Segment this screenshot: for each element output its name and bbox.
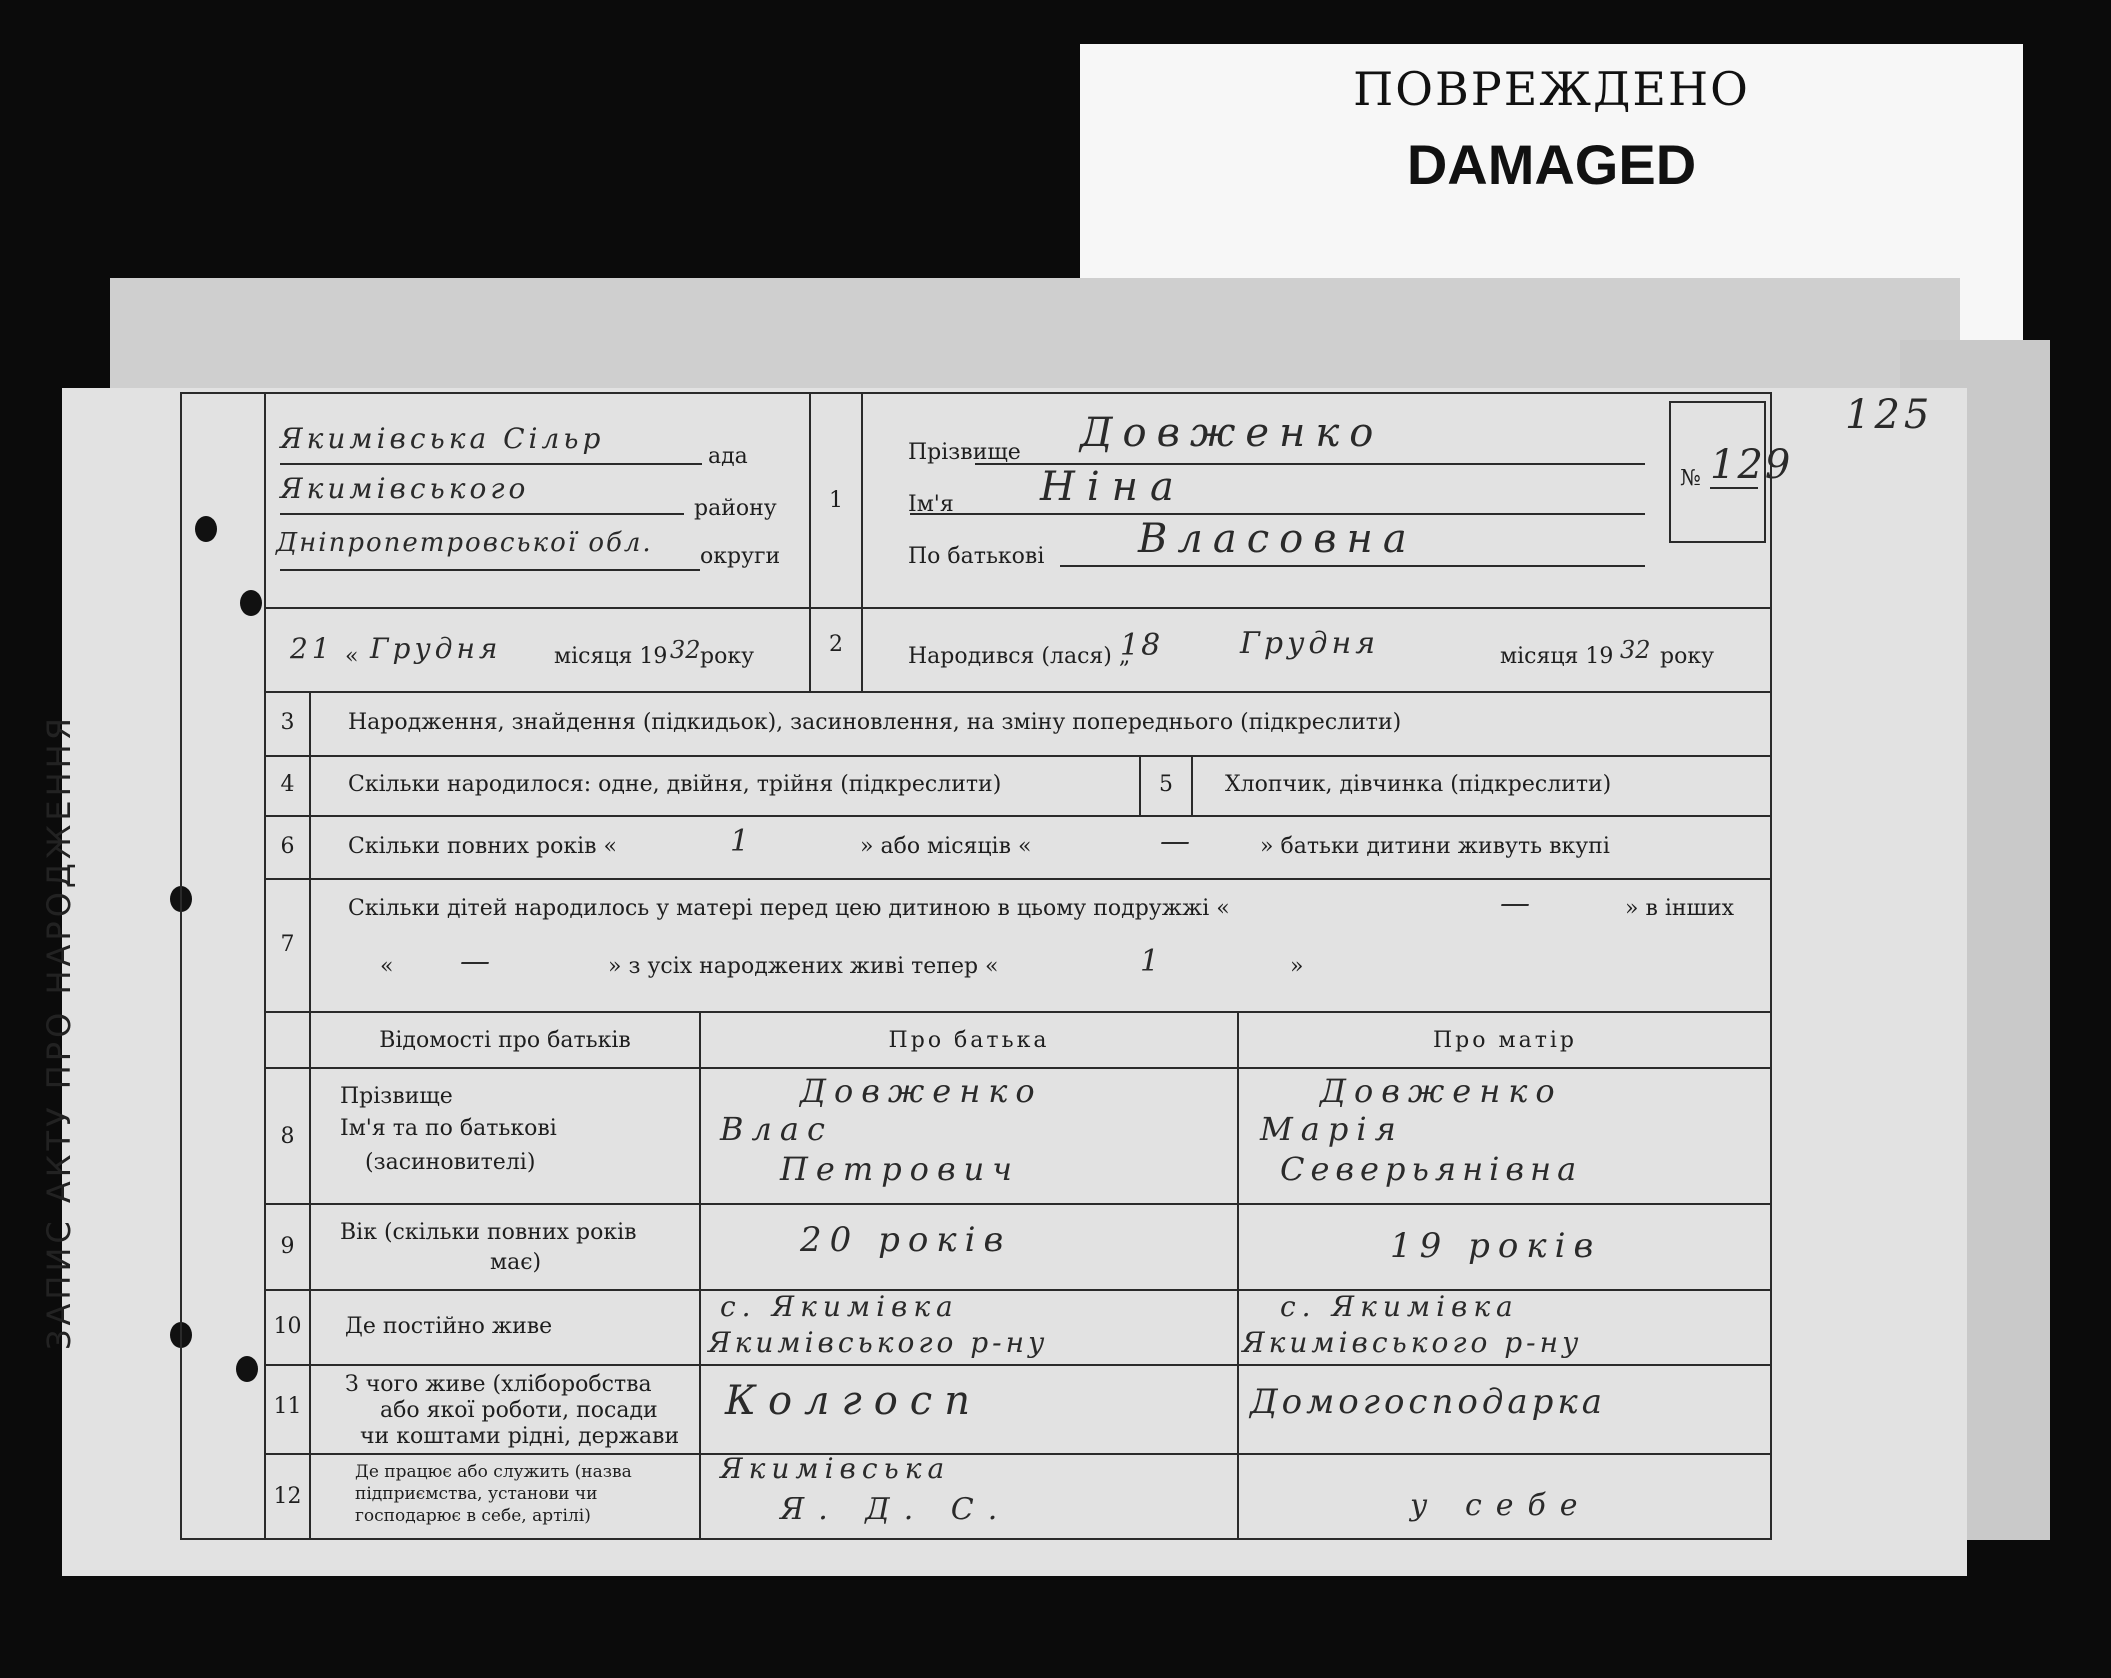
row-number-1: 1 bbox=[829, 488, 843, 513]
father-occupation: Колгосп bbox=[725, 1378, 982, 1424]
mother-age: 19 років bbox=[1390, 1226, 1602, 1266]
row-7-text-d: » з усіх народжених живі тепер « bbox=[608, 954, 999, 979]
row-number-2: 2 bbox=[829, 632, 843, 657]
row-12-label-line: Де працює або служить (назва bbox=[355, 1462, 632, 1482]
father-workplace: Якимівська bbox=[720, 1452, 951, 1485]
row-number-5: 5 bbox=[1159, 772, 1173, 797]
record-day: 21 bbox=[290, 632, 334, 665]
raion-value: Якимівського bbox=[280, 472, 530, 505]
father-surname: Довженко bbox=[800, 1072, 1043, 1110]
birth-record-form bbox=[180, 392, 1793, 1540]
row-number-3: 3 bbox=[280, 710, 295, 735]
born-day: 18 bbox=[1120, 628, 1163, 663]
row-7-value-a: — bbox=[1500, 886, 1534, 921]
born-month-label: місяця 19 bbox=[1500, 644, 1614, 669]
row-11-label-line: або якої роботи, посади bbox=[380, 1398, 658, 1423]
row-6-text-b: » або місяців « bbox=[860, 834, 1032, 859]
row-number-10: 10 bbox=[273, 1314, 302, 1339]
parents-info-header: Відомості про батьків bbox=[379, 1028, 631, 1053]
row-12-label-line: підприємства, установи чи bbox=[355, 1484, 598, 1504]
corner-number: 125 bbox=[1845, 392, 1934, 438]
born-year: 32 bbox=[1620, 636, 1651, 664]
row-7-value-c: 1 bbox=[1140, 944, 1164, 979]
row-number-6: 6 bbox=[280, 834, 295, 859]
mother-patronymic: Северьянівна bbox=[1280, 1150, 1583, 1188]
name-label: Ім'я bbox=[908, 492, 954, 517]
row-11-label-line: З чого живе (хліборобства bbox=[345, 1372, 652, 1397]
row-number-8: 8 bbox=[280, 1124, 295, 1149]
row-number-4: 4 bbox=[280, 772, 295, 797]
rada-label: ада bbox=[708, 444, 748, 469]
record-month-label: місяця 19 bbox=[554, 644, 668, 669]
record-month: Грудня bbox=[370, 632, 502, 665]
child-patronymic: Власовна bbox=[1138, 516, 1417, 562]
mother-occupation: Домогосподарка bbox=[1250, 1382, 1606, 1422]
mother-residence: с. Якимівка bbox=[1280, 1290, 1519, 1323]
row-6-text-c: » батьки дитини живуть вкупі bbox=[1260, 834, 1610, 859]
father-residence: с. Якимівка bbox=[720, 1290, 959, 1323]
number-label: № bbox=[1680, 466, 1701, 491]
father-header: Про батька bbox=[888, 1028, 1050, 1053]
stamp-english: DAMAGED bbox=[1406, 133, 1697, 196]
row-number-7: 7 bbox=[280, 932, 295, 957]
mother-workplace: у себе bbox=[1410, 1488, 1592, 1523]
father-name: Влас bbox=[720, 1110, 833, 1148]
row-7-text-e: » bbox=[1290, 954, 1304, 979]
okruha-value: Дніпропетровської обл. bbox=[276, 528, 653, 558]
father-age: 20 років bbox=[800, 1220, 1012, 1260]
date-quote: « bbox=[345, 644, 359, 669]
mother-name: Марія bbox=[1260, 1110, 1404, 1148]
surname-label: Прізвище bbox=[908, 440, 1021, 465]
mother-header: Про матір bbox=[1432, 1028, 1578, 1053]
row-7-text-a: Скільки дітей народилось у матері перед цею дитиною в цьому подружжі « bbox=[348, 896, 1230, 921]
rada-value: Якимівська Сільр bbox=[280, 422, 605, 455]
row-3-text: Народження, знайдення (підкидьок), засиновлення, на зміну попереднього (підкреслити) bbox=[348, 710, 1402, 735]
row-number-9: 9 bbox=[280, 1234, 295, 1259]
row-5-text: Хлопчик, дівчинка (підкреслити) bbox=[1225, 772, 1612, 797]
record-number: 129 bbox=[1710, 442, 1793, 488]
stamp-ukrainian: ПОВРЕЖДЕНО bbox=[1353, 62, 1750, 116]
father-workplace: Я. Д. С. bbox=[780, 1492, 1012, 1527]
row-8-label-line: Ім'я та по батькові bbox=[340, 1116, 557, 1141]
row-6-years: 1 bbox=[730, 824, 754, 859]
row-10-label-line: Де постійно живе bbox=[345, 1314, 553, 1339]
row-7-text-b: » в інших bbox=[1625, 896, 1735, 921]
record-title: ЗАПИС АКТУ ПРО НАРОДЖЕННЯ bbox=[40, 714, 78, 1350]
row-4-text: Скільки народилося: одне, двійня, трійня (підкреслити) bbox=[348, 772, 1002, 797]
father-residence: Якимівського р-ну bbox=[708, 1326, 1049, 1359]
row-9-label-line: має) bbox=[490, 1250, 542, 1275]
row-number-11: 11 bbox=[273, 1394, 302, 1419]
row-6-text-a: Скільки повних років « bbox=[348, 834, 617, 859]
father-patronymic: Петрович bbox=[780, 1150, 1021, 1188]
row-9-label-line: Вік (скільки повних років bbox=[340, 1220, 637, 1245]
row-8-label-line: (засиновителі) bbox=[365, 1150, 536, 1175]
child-surname: Довженко bbox=[1080, 410, 1384, 456]
born-month: Грудня bbox=[1240, 626, 1380, 661]
row-6-months: — bbox=[1160, 824, 1194, 859]
row-7-text-c: « bbox=[380, 954, 394, 979]
patronymic-label: По батькові bbox=[908, 544, 1045, 569]
okruha-label: округи bbox=[700, 544, 781, 569]
row-11-label-line: чи коштами рідні, держави bbox=[360, 1424, 680, 1449]
row-8-label-line: Прізвище bbox=[340, 1084, 453, 1109]
mother-surname: Довженко bbox=[1320, 1072, 1563, 1110]
record-year: 32 bbox=[670, 636, 701, 664]
row-number-12: 12 bbox=[273, 1484, 302, 1509]
row-12-label-line: господарює в себе, артілі) bbox=[355, 1506, 591, 1526]
born-label: Народився (лася) „ bbox=[908, 644, 1131, 669]
mother-residence: Якимівського р-ну bbox=[1242, 1326, 1583, 1359]
record-year-label: року bbox=[700, 644, 755, 669]
child-name: Ніна bbox=[1040, 464, 1186, 510]
born-year-label: року bbox=[1660, 644, 1715, 669]
raion-label: району bbox=[694, 496, 777, 521]
row-7-value-b: — bbox=[460, 944, 494, 979]
